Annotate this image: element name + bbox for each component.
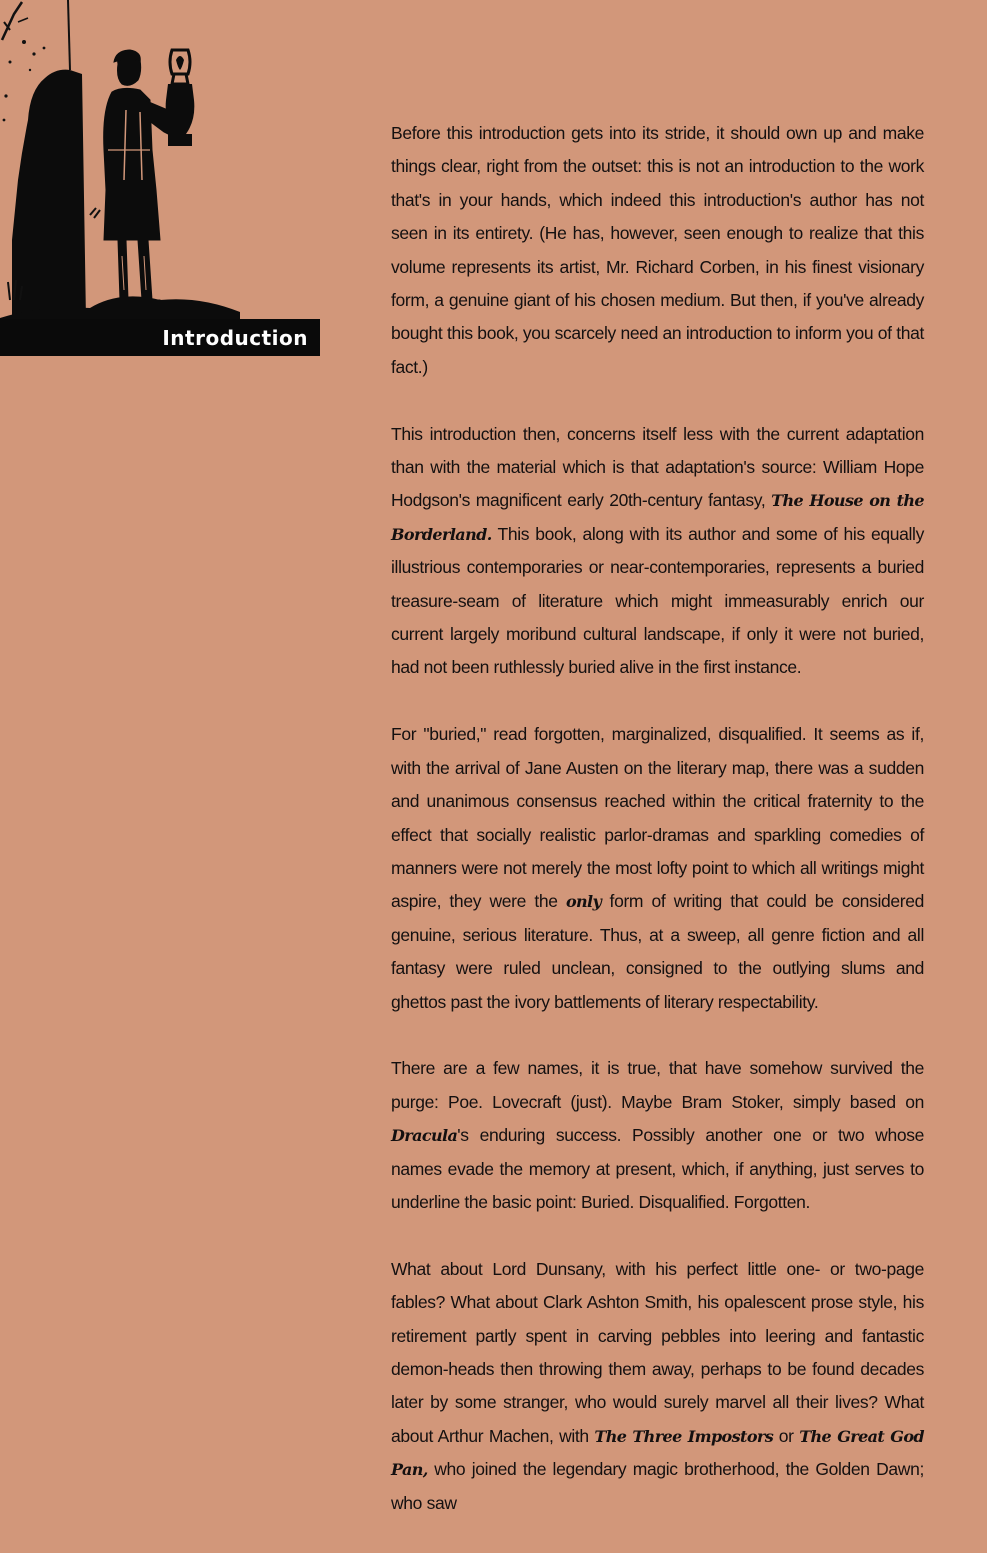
body-text xyxy=(391,117,924,1553)
paragraph-text: who joined the legendary magic brotherhood, the Golden Dawn; who saw xyxy=(391,1459,924,1513)
paragraph-text: What about Lord Dunsany, with his perfect little one- or two-page fables? What about Clark Ashton Smith, his opalescent prose style, his retirement partly spent in carving pebbles into leering and fantastic demon-heads then throwing them away, perhaps to be found decades later by some stranger, who would surely marvel all their lives? What about Arthur Machen, with xyxy=(391,1258,924,1446)
lamp-bearer-illustration xyxy=(0,0,240,330)
paragraph xyxy=(391,1052,924,1219)
book-title: Dracula xyxy=(391,1126,458,1146)
paragraph-text: form of writing that could be considered genuine, serious literature. Thus, at a sweep, all genre fiction and all fantasy were ruled unclean, consigned to the outlying slums and ghettos past the ivory battlements of literary respectability. xyxy=(391,891,924,1012)
paragraph-text: 's enduring success. Possibly another one or two whose names evade the memory at present, which, if anything, just serves to underline the basic point: Buried. Disqualified. Forgotten. xyxy=(391,1125,924,1212)
emphasis-word: only xyxy=(565,892,602,912)
paragraph-text: Before this introduction gets into its stride, it should own up and make things clear, right from the outset: this is not an introduction to the work that's in your hands, which indeed this introduction's author has not seen in its entirety. (He has, however, seen enough to realize that this volume represents its artist, Mr. Richard Corben, in his finest visionary form, a genuine giant of his chosen medium. But then, if you've already bought this book, you scarcely need an introduction to inform you of that fact.) xyxy=(391,123,924,377)
section-title: Introduction xyxy=(0,319,320,356)
paragraph xyxy=(391,418,924,685)
book-title: The House on the Borderland. xyxy=(391,491,924,544)
paragraph-text: For "buried," read forgotten, marginalized, disqualified. It seems as if, with the arrival of Jane Austen on the literary map, there was a sudden and unanimous consensus reached within the critical fraternity to the effect that socially realistic parlor-dramas and sparkling comedies of manners were not merely the most lofty point to which all writings might aspire, they were the xyxy=(391,724,924,912)
book-title: The Three Impostors xyxy=(594,1426,774,1446)
paragraph-text: or xyxy=(773,1425,800,1446)
paragraph xyxy=(391,718,924,1019)
book-title: The Great God Pan, xyxy=(391,1426,924,1480)
paragraph-text: This book, along with its author and some of his equally illustrious contemporaries or near-contemporaries, represents a buried treasure-seam of literature which might immeasurably enrich our current largely moribund cultural landscape, if only it were not buried, had not been ruthlessly buried alive in the first instance. xyxy=(391,523,924,678)
paragraph xyxy=(391,117,924,384)
paragraph xyxy=(391,1253,924,1520)
paragraph-text: There are a few names, it is true, that have somehow survived the purge: Poe. Lovecraft (just). Maybe Bram Stoker, simply based on xyxy=(391,1058,924,1112)
paragraph-text: This introduction then, concerns itself less with the current adaptation than with the material which is that adaptation's source: William Hope Hodgson's magnificent early 20th-century fantasy, xyxy=(391,423,924,511)
